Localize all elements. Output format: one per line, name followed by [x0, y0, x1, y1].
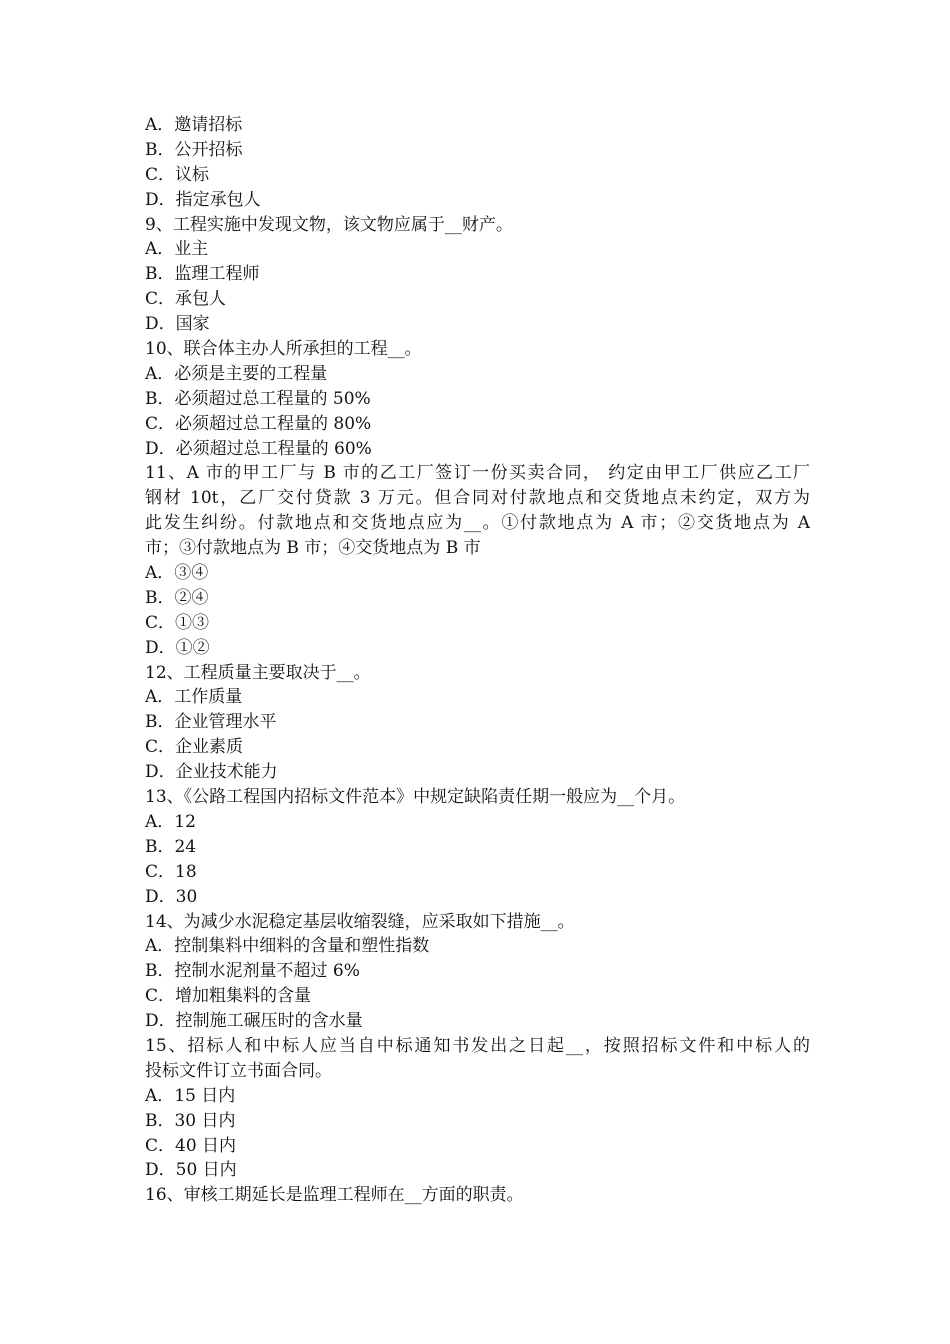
option-line: C．18	[145, 861, 197, 882]
option-line: D．指定承包人	[145, 189, 261, 210]
option-line: A．15 日内	[145, 1085, 236, 1106]
question-line: 16、审核工期延长是监理工程师在__方面的职责。	[145, 1185, 524, 1206]
option-line: B．24	[145, 836, 197, 857]
option-line: D．企业技术能力	[145, 762, 278, 783]
option-line: D．50 日内	[145, 1160, 237, 1181]
option-line: A．必须是主要的工程量	[145, 363, 328, 384]
question-line: 9、工程实施中发现文物，该文物应属于__财产。	[145, 214, 513, 235]
option-line: A．③④	[145, 563, 209, 584]
option-line: B．公开招标	[145, 139, 243, 160]
option-line: C．增加粗集料的含量	[145, 986, 312, 1007]
option-line: B．企业管理水平	[145, 712, 277, 733]
option-line: C．40 日内	[145, 1135, 237, 1156]
option-line: D．30	[145, 886, 198, 907]
option-line: C．议标	[145, 164, 210, 185]
question-line: 11、A 市的甲工厂与 B 市的乙工厂签订一份买卖合同， 约定由甲工厂供应乙工厂	[145, 463, 810, 484]
question-line: 投标文件订立书面合同。	[145, 1060, 332, 1081]
option-line: B．30 日内	[145, 1110, 236, 1131]
question-line: 12、工程质量主要取决于__。	[145, 662, 371, 683]
question-line: 钢材 10t，乙厂交付贷款 3 万元。但合同对付款地点和交货地点未约定，双方为	[145, 488, 810, 509]
option-line: D．控制施工碾压时的含水量	[145, 1011, 363, 1032]
option-line: B．监理工程师	[145, 264, 260, 285]
option-line: B．控制水泥剂量不超过 6%	[145, 961, 360, 982]
option-line: D．国家	[145, 314, 210, 335]
option-line: C．承包人	[145, 289, 227, 310]
option-line: C．必须超过总工程量的 80%	[145, 413, 372, 434]
document-page	[145, 113, 810, 1208]
option-line: B．必须超过总工程量的 50%	[145, 388, 371, 409]
option-line: A．业主	[145, 239, 209, 260]
question-line: 此发生纠纷。付款地点和交货地点应为__。①付款地点为 A 市；②交货地点为 A	[145, 513, 810, 534]
option-line: A．工作质量	[145, 687, 243, 708]
option-line: C．企业素质	[145, 737, 244, 758]
option-line: B．②④	[145, 587, 209, 608]
question-line: 10、联合体主办人所承担的工程__。	[145, 339, 422, 360]
option-line: A．控制集料中细料的含量和塑性指数	[145, 936, 430, 957]
option-line: D．①②	[145, 637, 210, 658]
question-line: 13、《公路工程国内招标文件范本》中规定缺陷责任期一般应为__个月。	[145, 787, 686, 808]
question-line: 15、招标人和中标人应当自中标通知书发出之日起__，按照招标文件和中标人的	[145, 1035, 810, 1056]
option-line: C．①③	[145, 612, 210, 633]
question-line: 14、为减少水泥稳定基层收缩裂缝，应采取如下措施__。	[145, 911, 575, 932]
option-line: D．必须超过总工程量的 60%	[145, 438, 372, 459]
option-line: A．邀请招标	[145, 115, 243, 135]
option-line: A．12	[145, 811, 196, 832]
question-line: 市；③付款地点为 B 市；④交货地点为 B 市	[145, 538, 481, 559]
